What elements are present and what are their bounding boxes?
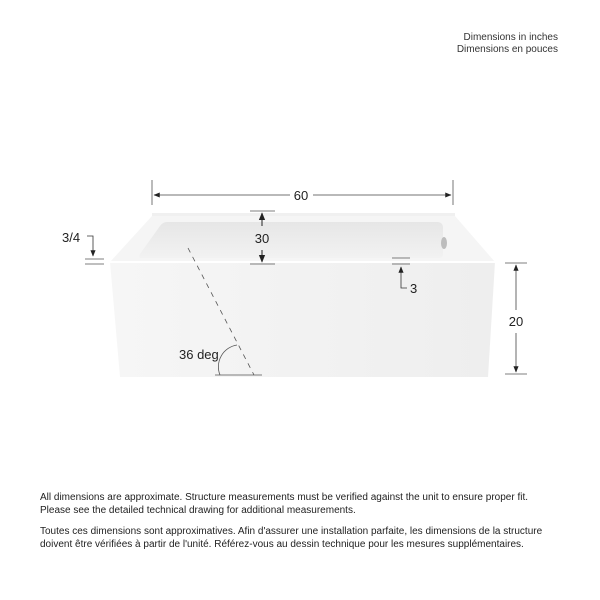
- dimension-length: [152, 180, 453, 205]
- apron-offset-label: 3: [410, 281, 418, 296]
- disclaimer-fr: Toutes ces dimensions sont approximatives. Afin d'assurer une installation parfaite, les dimensions de la structure doivent être vérifiées à partir de l'unité. Référez-vous au dessin technique pour les mesures supplémentaires.: [40, 526, 543, 550]
- angle-label: 36 deg: [179, 347, 219, 362]
- overflow-drain-icon: [441, 237, 447, 249]
- disclaimer-en: All dimensions are approximate. Structure measurements must be verified against the unit to ensure proper fit. Please see the detailed technical drawing for additional measurements.: [40, 492, 529, 516]
- width-label: 30: [254, 231, 270, 246]
- rim-height-label: 3/4: [62, 230, 81, 245]
- dimension-rim: [62, 230, 104, 264]
- length-label: 60: [293, 188, 309, 203]
- units-fr: Dimensions en pouces: [456, 44, 558, 55]
- units-en: Dimensions in inches: [463, 32, 558, 43]
- bathtub: [110, 213, 495, 377]
- height-label: 20: [508, 314, 524, 329]
- disclaimer-notes: [40, 492, 560, 560]
- dimension-height: [505, 263, 527, 374]
